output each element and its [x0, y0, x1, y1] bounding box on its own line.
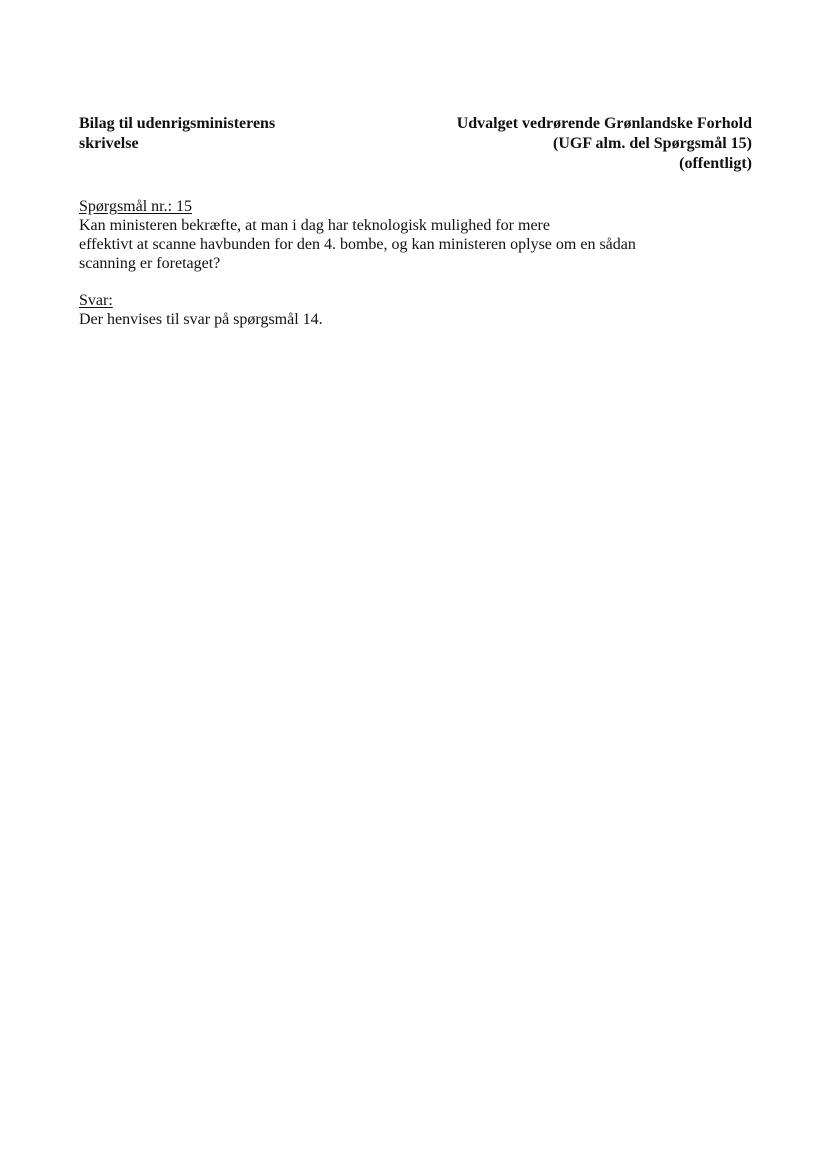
reference-number: (UGF alm. del Spørgsmål 15)	[553, 135, 752, 152]
question-line-2: effektivt at scanne havbunden for den 4. bombe, og kan ministeren oplyse om en sådan	[79, 236, 636, 253]
question-label: Spørgsmål nr.: 15	[79, 198, 193, 215]
question-section	[79, 197, 759, 273]
classification: (offentligt)	[679, 155, 752, 172]
question-line-1: Kan ministeren bekræfte, at man i dag har teknologisk mulighed for mere	[79, 217, 550, 234]
document-header-right	[332, 114, 752, 174]
header-left-line-2: skrivelse	[79, 135, 139, 152]
question-line-3: scanning er foretaget?	[79, 255, 221, 272]
answer-text: Der henvises til svar på spørgsmål 14.	[79, 311, 323, 328]
answer-section	[79, 291, 759, 329]
answer-label: Svar:	[79, 292, 113, 309]
committee-name: Udvalget vedrørende Grønlandske Forhold	[456, 115, 752, 132]
header-left-line-1: Bilag til udenrigsministerens	[79, 115, 276, 132]
